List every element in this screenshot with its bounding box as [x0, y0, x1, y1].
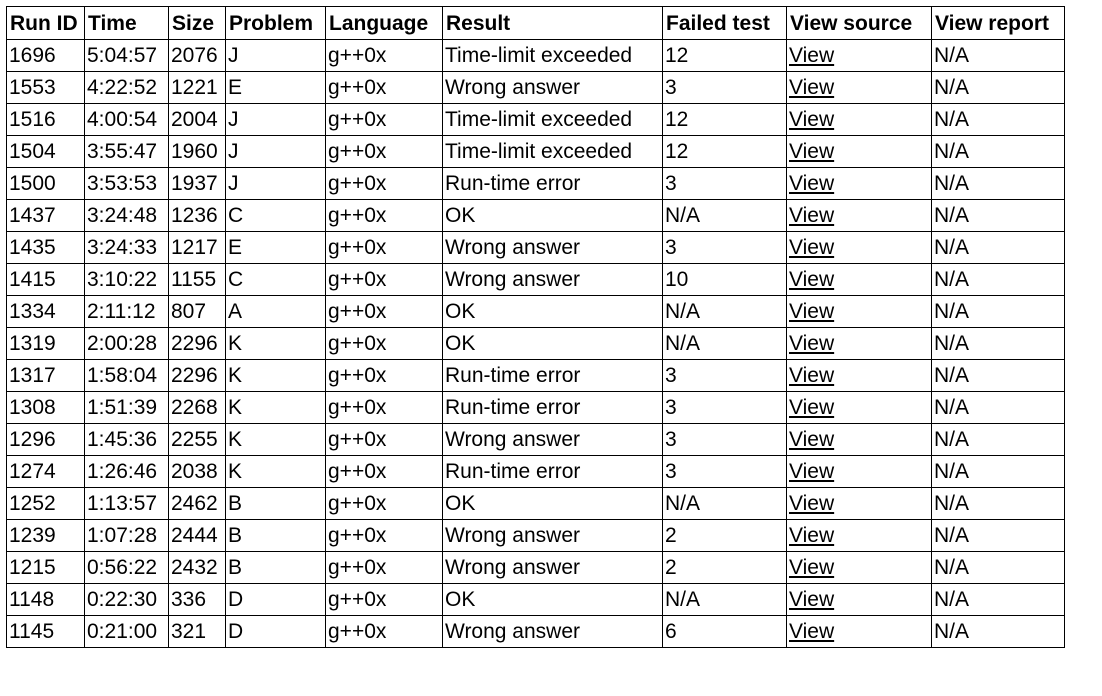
- table-row: [7, 72, 1065, 104]
- header-failed-test: Failed test: [663, 7, 787, 40]
- cell-failed-test: 2: [663, 552, 787, 584]
- cell-view-source: [787, 264, 932, 296]
- cell-failed-test: 3: [663, 72, 787, 104]
- cell-language: g++0x: [326, 360, 443, 392]
- cell-size: 1960: [169, 136, 226, 168]
- cell-problem: D: [226, 584, 326, 616]
- cell-time: 0:21:00: [85, 616, 169, 648]
- cell-result: Run-time error: [443, 168, 663, 200]
- cell-run-id: 1504: [7, 136, 85, 168]
- cell-failed-test: 3: [663, 360, 787, 392]
- cell-language: g++0x: [326, 104, 443, 136]
- cell-size: 1155: [169, 264, 226, 296]
- cell-language: g++0x: [326, 264, 443, 296]
- cell-result: Time-limit exceeded: [443, 136, 663, 168]
- cell-problem: B: [226, 488, 326, 520]
- table-row: [7, 232, 1065, 264]
- cell-view-source: [787, 360, 932, 392]
- cell-view-report: N/A: [932, 72, 1065, 104]
- view-source-link[interactable]: View: [789, 524, 835, 547]
- header-problem: Problem: [226, 7, 326, 40]
- table-row: [7, 488, 1065, 520]
- cell-view-source: [787, 104, 932, 136]
- cell-language: g++0x: [326, 552, 443, 584]
- view-source-link[interactable]: View: [789, 460, 835, 483]
- cell-failed-test: 6: [663, 616, 787, 648]
- cell-view-report: N/A: [932, 296, 1065, 328]
- cell-time: 2:00:28: [85, 328, 169, 360]
- cell-time: 1:58:04: [85, 360, 169, 392]
- cell-view-source: [787, 72, 932, 104]
- cell-language: g++0x: [326, 296, 443, 328]
- cell-view-source: [787, 552, 932, 584]
- cell-time: 0:22:30: [85, 584, 169, 616]
- cell-size: 1937: [169, 168, 226, 200]
- cell-run-id: 1553: [7, 72, 85, 104]
- cell-time: 1:13:57: [85, 488, 169, 520]
- cell-failed-test: N/A: [663, 200, 787, 232]
- cell-language: g++0x: [326, 584, 443, 616]
- cell-result: Wrong answer: [443, 520, 663, 552]
- cell-view-report: N/A: [932, 104, 1065, 136]
- cell-view-report: N/A: [932, 328, 1065, 360]
- view-source-link[interactable]: View: [789, 236, 835, 259]
- cell-run-id: 1334: [7, 296, 85, 328]
- table-row: [7, 40, 1065, 72]
- cell-failed-test: 2: [663, 520, 787, 552]
- cell-run-id: 1319: [7, 328, 85, 360]
- cell-problem: D: [226, 616, 326, 648]
- header-result: Result: [443, 7, 663, 40]
- cell-time: 1:51:39: [85, 392, 169, 424]
- view-source-link[interactable]: View: [789, 44, 835, 67]
- cell-failed-test: 10: [663, 264, 787, 296]
- cell-size: 2444: [169, 520, 226, 552]
- cell-failed-test: 3: [663, 424, 787, 456]
- view-source-link[interactable]: View: [789, 428, 835, 451]
- cell-view-source: [787, 584, 932, 616]
- cell-view-source: [787, 520, 932, 552]
- header-row: [7, 7, 1065, 40]
- table-row: [7, 168, 1065, 200]
- cell-run-id: 1516: [7, 104, 85, 136]
- cell-view-source: [787, 200, 932, 232]
- cell-run-id: 1415: [7, 264, 85, 296]
- cell-failed-test: 12: [663, 136, 787, 168]
- runs-table: [6, 6, 1065, 648]
- cell-view-source: [787, 424, 932, 456]
- cell-result: OK: [443, 328, 663, 360]
- cell-result: OK: [443, 296, 663, 328]
- view-source-link[interactable]: View: [789, 396, 835, 419]
- cell-view-report: N/A: [932, 552, 1065, 584]
- cell-run-id: 1239: [7, 520, 85, 552]
- cell-failed-test: 3: [663, 456, 787, 488]
- view-source-link[interactable]: View: [789, 588, 835, 611]
- cell-size: 1236: [169, 200, 226, 232]
- cell-size: 336: [169, 584, 226, 616]
- cell-time: 2:11:12: [85, 296, 169, 328]
- cell-view-report: N/A: [932, 456, 1065, 488]
- table-row: [7, 104, 1065, 136]
- cell-failed-test: 3: [663, 392, 787, 424]
- cell-time: 3:55:47: [85, 136, 169, 168]
- cell-run-id: 1215: [7, 552, 85, 584]
- cell-time: 1:26:46: [85, 456, 169, 488]
- table-row: [7, 424, 1065, 456]
- cell-view-source: [787, 456, 932, 488]
- cell-problem: J: [226, 40, 326, 72]
- cell-result: Run-time error: [443, 456, 663, 488]
- view-source-link[interactable]: View: [789, 556, 835, 579]
- cell-size: 1217: [169, 232, 226, 264]
- cell-failed-test: N/A: [663, 296, 787, 328]
- cell-run-id: 1148: [7, 584, 85, 616]
- cell-result: Wrong answer: [443, 232, 663, 264]
- cell-problem: C: [226, 200, 326, 232]
- cell-result: Wrong answer: [443, 264, 663, 296]
- cell-language: g++0x: [326, 456, 443, 488]
- cell-run-id: 1274: [7, 456, 85, 488]
- cell-failed-test: 12: [663, 104, 787, 136]
- cell-run-id: 1437: [7, 200, 85, 232]
- table-row: [7, 360, 1065, 392]
- cell-failed-test: N/A: [663, 328, 787, 360]
- cell-failed-test: N/A: [663, 584, 787, 616]
- cell-language: g++0x: [326, 392, 443, 424]
- table-row: [7, 136, 1065, 168]
- cell-time: 0:56:22: [85, 552, 169, 584]
- cell-problem: K: [226, 392, 326, 424]
- cell-size: 2432: [169, 552, 226, 584]
- cell-language: g++0x: [326, 520, 443, 552]
- cell-run-id: 1296: [7, 424, 85, 456]
- cell-language: g++0x: [326, 616, 443, 648]
- cell-failed-test: 3: [663, 232, 787, 264]
- cell-language: g++0x: [326, 328, 443, 360]
- cell-view-source: [787, 232, 932, 264]
- cell-view-source: [787, 136, 932, 168]
- cell-time: 4:22:52: [85, 72, 169, 104]
- cell-problem: C: [226, 264, 326, 296]
- cell-size: 807: [169, 296, 226, 328]
- cell-result: Time-limit exceeded: [443, 104, 663, 136]
- cell-view-source: [787, 488, 932, 520]
- cell-language: g++0x: [326, 232, 443, 264]
- table-row: [7, 616, 1065, 648]
- cell-run-id: 1308: [7, 392, 85, 424]
- cell-result: Run-time error: [443, 392, 663, 424]
- cell-view-source: [787, 616, 932, 648]
- cell-problem: B: [226, 552, 326, 584]
- cell-view-source: [787, 328, 932, 360]
- table-row: [7, 264, 1065, 296]
- cell-language: g++0x: [326, 72, 443, 104]
- cell-problem: K: [226, 424, 326, 456]
- table-row: [7, 552, 1065, 584]
- cell-view-report: N/A: [932, 520, 1065, 552]
- header-view-report: View report: [932, 7, 1065, 40]
- cell-view-report: N/A: [932, 200, 1065, 232]
- cell-time: 3:24:33: [85, 232, 169, 264]
- cell-view-report: N/A: [932, 488, 1065, 520]
- cell-problem: E: [226, 72, 326, 104]
- cell-run-id: 1696: [7, 40, 85, 72]
- cell-language: g++0x: [326, 40, 443, 72]
- cell-size: 2462: [169, 488, 226, 520]
- table-row: [7, 296, 1065, 328]
- header-language: Language: [326, 7, 443, 40]
- view-source-link[interactable]: View: [789, 364, 835, 387]
- cell-problem: E: [226, 232, 326, 264]
- cell-view-report: N/A: [932, 40, 1065, 72]
- view-source-link[interactable]: View: [789, 332, 835, 355]
- cell-problem: K: [226, 328, 326, 360]
- cell-size: 321: [169, 616, 226, 648]
- view-source-link[interactable]: View: [789, 108, 835, 131]
- cell-problem: K: [226, 456, 326, 488]
- cell-view-source: [787, 296, 932, 328]
- table-row: [7, 328, 1065, 360]
- cell-size: 2004: [169, 104, 226, 136]
- table-row: [7, 584, 1065, 616]
- cell-result: OK: [443, 488, 663, 520]
- cell-result: Wrong answer: [443, 616, 663, 648]
- cell-problem: J: [226, 136, 326, 168]
- cell-result: OK: [443, 584, 663, 616]
- cell-result: Run-time error: [443, 360, 663, 392]
- view-source-link[interactable]: View: [789, 172, 835, 195]
- cell-run-id: 1252: [7, 488, 85, 520]
- cell-view-report: N/A: [932, 264, 1065, 296]
- cell-run-id: 1317: [7, 360, 85, 392]
- cell-failed-test: 3: [663, 168, 787, 200]
- view-source-link[interactable]: View: [789, 204, 835, 227]
- cell-language: g++0x: [326, 488, 443, 520]
- cell-result: Wrong answer: [443, 72, 663, 104]
- table-row: [7, 200, 1065, 232]
- cell-problem: K: [226, 360, 326, 392]
- cell-size: 2255: [169, 424, 226, 456]
- cell-size: 2296: [169, 328, 226, 360]
- cell-time: 5:04:57: [85, 40, 169, 72]
- table-row: [7, 392, 1065, 424]
- view-source-link[interactable]: View: [789, 492, 835, 515]
- cell-time: 3:10:22: [85, 264, 169, 296]
- table-row: [7, 456, 1065, 488]
- header-run-id: Run ID: [7, 7, 85, 40]
- cell-time: 1:45:36: [85, 424, 169, 456]
- cell-view-source: [787, 40, 932, 72]
- cell-run-id: 1435: [7, 232, 85, 264]
- cell-failed-test: 12: [663, 40, 787, 72]
- cell-problem: J: [226, 168, 326, 200]
- table-row: [7, 520, 1065, 552]
- cell-time: 3:24:48: [85, 200, 169, 232]
- cell-language: g++0x: [326, 200, 443, 232]
- cell-view-report: N/A: [932, 136, 1065, 168]
- cell-view-report: N/A: [932, 424, 1065, 456]
- cell-result: Time-limit exceeded: [443, 40, 663, 72]
- cell-problem: A: [226, 296, 326, 328]
- header-view-source: View source: [787, 7, 932, 40]
- cell-run-id: 1500: [7, 168, 85, 200]
- cell-view-report: N/A: [932, 616, 1065, 648]
- cell-language: g++0x: [326, 168, 443, 200]
- cell-language: g++0x: [326, 136, 443, 168]
- view-source-link[interactable]: View: [789, 140, 835, 163]
- cell-result: Wrong answer: [443, 552, 663, 584]
- header-time: Time: [85, 7, 169, 40]
- cell-language: g++0x: [326, 424, 443, 456]
- view-source-link[interactable]: View: [789, 268, 835, 291]
- cell-view-report: N/A: [932, 584, 1065, 616]
- view-source-link[interactable]: View: [789, 300, 835, 323]
- runs-table-body: [7, 40, 1065, 648]
- cell-size: 2076: [169, 40, 226, 72]
- cell-view-source: [787, 392, 932, 424]
- cell-result: OK: [443, 200, 663, 232]
- view-source-link[interactable]: View: [789, 620, 835, 643]
- cell-size: 2296: [169, 360, 226, 392]
- cell-view-report: N/A: [932, 232, 1065, 264]
- cell-failed-test: N/A: [663, 488, 787, 520]
- cell-result: Wrong answer: [443, 424, 663, 456]
- cell-time: 1:07:28: [85, 520, 169, 552]
- cell-view-report: N/A: [932, 392, 1065, 424]
- cell-run-id: 1145: [7, 616, 85, 648]
- cell-view-report: N/A: [932, 360, 1065, 392]
- cell-time: 3:53:53: [85, 168, 169, 200]
- cell-problem: B: [226, 520, 326, 552]
- cell-problem: J: [226, 104, 326, 136]
- header-size: Size: [169, 7, 226, 40]
- cell-size: 2038: [169, 456, 226, 488]
- cell-view-source: [787, 168, 932, 200]
- cell-size: 2268: [169, 392, 226, 424]
- cell-time: 4:00:54: [85, 104, 169, 136]
- view-source-link[interactable]: View: [789, 76, 835, 99]
- cell-size: 1221: [169, 72, 226, 104]
- cell-view-report: N/A: [932, 168, 1065, 200]
